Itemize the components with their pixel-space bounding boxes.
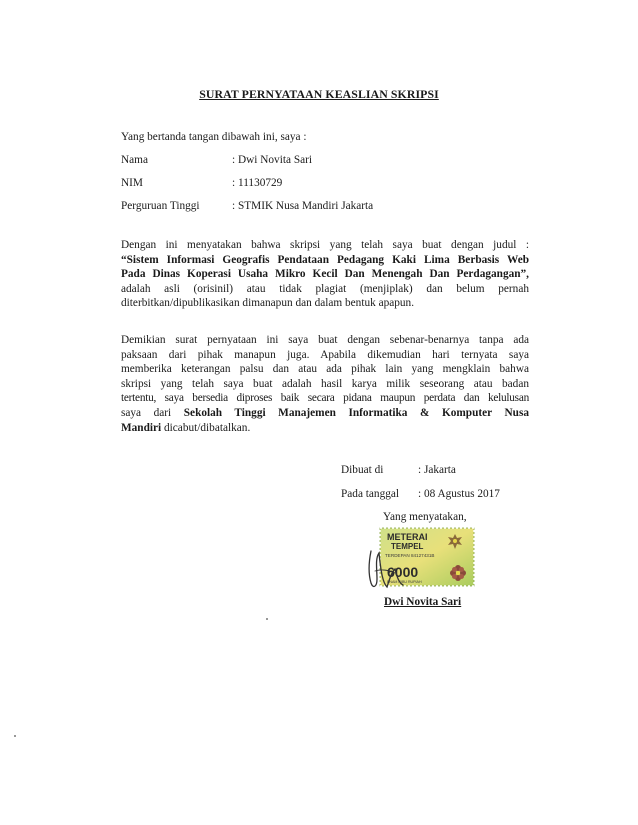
document-title: SURAT PERNYATAAN KEASLIAN SKRIPSI bbox=[199, 87, 439, 101]
scan-speck bbox=[14, 735, 16, 737]
paragraph-line: diterbitkan/dipublikasikan dimanapun dan dalam bentuk apapun. bbox=[121, 297, 415, 310]
place-value: : Jakarta bbox=[418, 464, 456, 476]
paragraph-text: dicabut/dibatalkan. bbox=[164, 421, 251, 434]
paragraph-line: Demikian surat pernyataan ini saya buat dengan sebenar-benarnya tanpa ada bbox=[121, 334, 529, 346]
stamp-amount-words: ENAM RIBU RUPIAH bbox=[387, 580, 422, 584]
paragraph-line: Dengan ini menyatakan bahwa skripsi yang telah saya buat dengan judul : bbox=[121, 239, 529, 251]
closing-text: Yang menyatakan, bbox=[383, 511, 467, 523]
paragraph-line: tertentu, saya bersedia diproses baik secara pidana maupun perdata dan kelulusan bbox=[121, 392, 529, 405]
thesis-title-line: Pada Dinas Koperasi Usaha Mikro Kecil Dan Menengah Dan Perdagangan”, bbox=[121, 268, 529, 281]
paragraph-line: skripsi yang telah saya buat adalah hasil karya milik seseorang atau badan bbox=[121, 377, 529, 390]
date-value: : 08 Agustus 2017 bbox=[418, 488, 500, 500]
field-value-nama: : Dwi Novita Sari bbox=[232, 154, 313, 166]
field-label-nim: NIM bbox=[121, 177, 143, 189]
field-value-nim: : 11130729 bbox=[232, 177, 283, 189]
statement-paragraph bbox=[121, 238, 529, 311]
stamp-amount: 6000 bbox=[387, 564, 419, 580]
stamp-text-tempel: TEMPEL bbox=[391, 542, 424, 551]
signer-name: Dwi Novita Sari bbox=[384, 596, 462, 608]
institution-name: Mandiri bbox=[121, 421, 162, 434]
field-value-perguruan-tinggi: : STMIK Nusa Mandiri Jakarta bbox=[232, 200, 374, 212]
stamp-serial: TERDEPAN 84127431B bbox=[385, 553, 435, 558]
stamp-text-meterai: METERAI bbox=[387, 532, 428, 542]
place-label: Dibuat di bbox=[341, 464, 384, 476]
thesis-title-line: “Sistem Informasi Geografis Pendataan Pedagang Kaki Lima Berbasis Web bbox=[121, 253, 529, 266]
handwritten-signature bbox=[365, 543, 405, 591]
scan-speck bbox=[266, 618, 268, 620]
paragraph-line: adalah asli (orisinil) atau tidak plagiat (menjiplak) dan belum pernah bbox=[121, 282, 529, 295]
institution-name: Sekolah Tinggi Manajemen Informatika & Komputer Nusa bbox=[183, 406, 530, 419]
paragraph-line: memberika keterangan palsu dan atau ada pihak lain yang mengklain bahwa bbox=[121, 363, 529, 376]
declaration-paragraph bbox=[121, 333, 529, 435]
field-label-perguruan-tinggi: Perguruan Tinggi bbox=[121, 200, 200, 212]
paragraph-line: paksaan dari pihak manapun juga. Apabila dikemudian hari ternyata saya bbox=[121, 348, 529, 361]
field-label-nama: Nama bbox=[121, 154, 148, 166]
date-label: Pada tanggal bbox=[341, 488, 400, 500]
paragraph-line bbox=[121, 406, 529, 421]
intro-text: Yang bertanda tangan dibawah ini, saya : bbox=[121, 131, 307, 143]
paragraph-line bbox=[121, 421, 529, 436]
paragraph-text: saya dari bbox=[121, 406, 172, 419]
